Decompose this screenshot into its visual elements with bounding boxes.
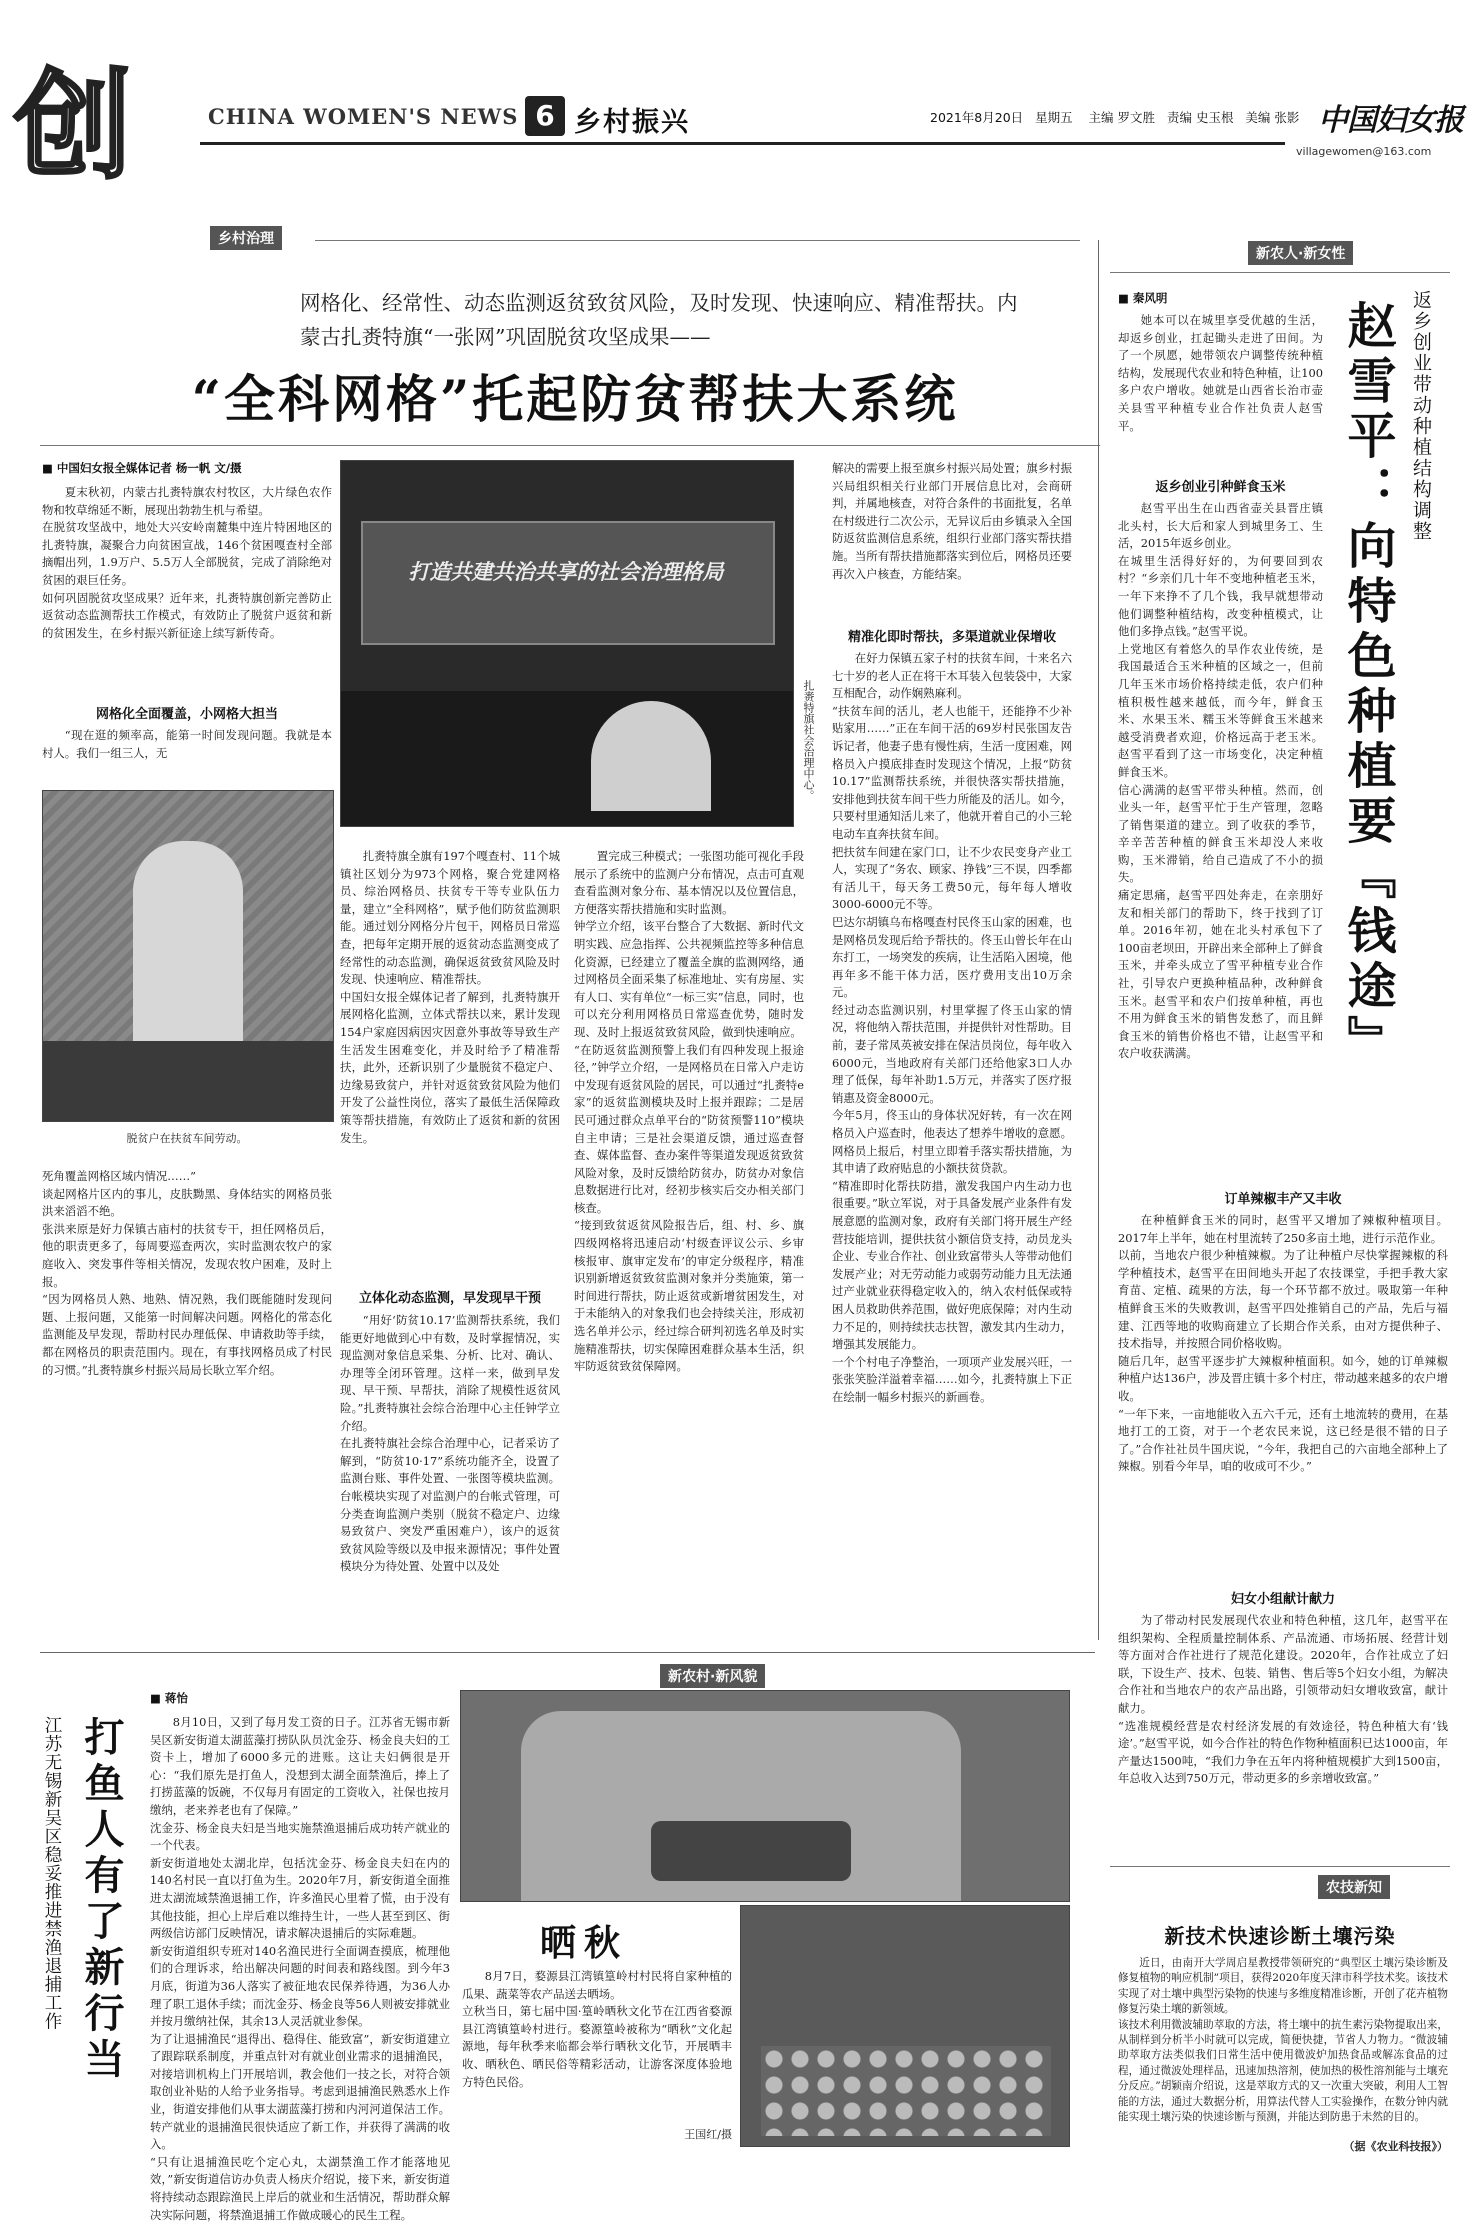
- photo-feature-title: 晒秋: [540, 1922, 629, 1964]
- main-col1-text: 夏末秋初，内蒙古扎赉特旗农村牧区，大片绿色农作物和牧草绵延不断，展现出勃勃生机与希望。 在脱贫攻坚战中，地处大兴安岭南麓集中连片特困地区的扎赉特旗，凝聚合力向贫困宣战，146个贫困嘎查村全部摘帽出列，1.9万户、5.5万人全部脱贫，完成了消除绝对贫困的艰巨任务。 如何巩固脱贫攻坚成果？近年来，扎赉特旗创新完善防止返贫动态监测帮扶工作模式，有效防止了脱贫户返贫和新的贫困发生，在乡村振兴新征途上续写新传奇。: [42, 485, 332, 640]
- photo-governance-center: [340, 460, 794, 827]
- main-deck: 网格化、经常性、动态监测返贫致贫风险，及时发现、快速响应、精准帮扶。内蒙古扎赉特旗“一张网”巩固脱贫攻坚成果——: [300, 291, 1018, 349]
- main-headline-rule: [40, 445, 1100, 446]
- bottom-left-kicker: 江苏无锡新吴区稳妥推进禁渔退捕工作: [42, 1716, 62, 2031]
- photo-harvest-baskets: [651, 1821, 851, 1881]
- bottom-left-byline: ■ 蒋怡: [150, 1691, 188, 1705]
- art-name: 张影: [1274, 110, 1300, 125]
- right-subhead-2: 订单辣椒丰产又丰收: [1224, 1192, 1342, 1207]
- right-subhead-1: 返乡创业引种鲜食玉米: [1155, 480, 1286, 495]
- photo-drying-trays: [761, 2046, 1051, 2136]
- main-col2-text-2: “用好‘防贫10.17’监测帮扶系统，我们能更好地做到心中有数，及时掌握情况，实现监测对象信息采集、分析、比对、确认、办理等全闭环管理。这样一来，做到早发现、早干预、早帮扶，消除了规模性返贫风险。”扎赉特旗社会综合治理中心主任钟学立介绍。 在扎赉特旗社会综合治理中心，记者采访了解到，“防贫10·17”系统功能齐全，设置了监测台账、事件处置、一张图等模块监测。台帐模块实现了对监测户的台帐式管理，可分类查询监测户类别（脱贫不稳定户、边缘易致贫户、突发严重困难户），该户的返贫致贫风险等级以及申报来源情况；事件处置模块分为待处置、处置中以及处: [340, 1313, 560, 1574]
- issue-date: 2021年8月20日: [930, 110, 1024, 125]
- masthead-info: [930, 108, 1299, 126]
- masthead-english: CHINA WOMEN'S NEWS: [208, 104, 519, 129]
- duty-label: 责编: [1166, 110, 1192, 125]
- masthead-rule: [200, 142, 1285, 145]
- main-col3-text: 置完成三种模式；一张图功能可视化手段展示了系统中的监测户分布情况，点击可直观查看监测对象分布、基本情况以及位置信息，方便落实帮扶措施和实时监测。 钟学立介绍，该平台整合了大数据、新时代文明实践、应急指挥、公共视频监控等多种信息化资源，已经建立了覆盖全旗的监测网络，通过网格员全面采集了标准地址、实有房屋、实有人口、实有单位“一标三实”信息，同时，也可以充分利用网格员日常巡查优势，随时发现、及时上报返贫致贫风险，做到快速响应。 “在防返贫监测预警上我们有四种发现上报途径，”钟学立介绍，一是网格员在日常入户走访中发现有返贫风险的居民，可以通过“扎赉特e家”的返贫监测模块及时上报并跟踪；二是居民可通过群众点单平台的“防贫预警110”模块自主申请；三是社会渠道反馈，通过巡查督查、媒体监督、查办案件等渠道发现返贫致贫风险对象，及时反馈给防贫办，防贫办对象信息数据进行比对，经初步核实后交办相关部门核查。 “接到致贫返贫风险报告后，组、村、乡、旗四级网格将迅速启动‘村级查评议公示、乡审核报审、旗审定发布’的审定分级程序，精准识别新增返贫致贫监测对象并分类施策，第一时间进行帮扶，防止返贫或新增贫困发生，对于未能纳入的对象我们也会持续关注，形成初选名单并公示，经过综合研判初选名单及时实施精准帮扶，切实保障困难群众基本生活，织牢防返贫致贫保障网。: [574, 849, 804, 1374]
- bottom-right-headline: 新技术快速诊断土壤污染: [1164, 1924, 1396, 1948]
- page-number-badge: [525, 96, 565, 136]
- right-kicker: 返乡创业带动种植结构调整: [1410, 290, 1432, 542]
- bottom-left-column-tag: 新农村·新风貌: [660, 1664, 765, 1688]
- right-text-4: 为了带动村民发展现代农业和特色种植，这几年，赵雪平在组织架构、全程质量控制体系、产品流通、市场拓展、经营计划等方面对合作社进行了规范化建设。2020年，合作社成立了妇联，下设生产、技术、包装、销售、售后等5个妇女小组，为解决合作社和当地农户的农产品出路，引领带动妇女增收致富，献计献力。 “选准规模经营是农村经济发展的有效途径，特色种植大有‘钱途’。”赵雪平说，如今合作社的特色作物种植面积已达1000亩，年产量达1500吨，“我们力争在五年内将种植规模扩大到1500亩，年总收入达到750万元，带动更多的乡亲增收致富。”: [1118, 1613, 1448, 1786]
- bottom-right-column-tag: 农技新知: [1318, 1875, 1390, 1899]
- main-col2-text: 扎赉特旗全旗有197个嘎查村、11个城镇社区划分为973个网格，聚合党建网格员、综治网格员、扶贫专干等专业队伍力量，建立“全科网格”，赋予他们防贫监测职能。通过划分网格分片包干，网格员日常巡查，把每年定期开展的返贫动态监测变成了经常性的动态监测，确保返贫致贫风险及时发现、快速响应、精准帮扶。 中国妇女报全媒体记者了解到，扎赉特旗开展网格化监测，立体式帮扶以来，累计发现154户家庭因病因灾因意外事故等导致生产生活发生困难变化，并及时给予了精准帮扶，此外，还新识别了少量脱贫不稳定户、边缘易致贫户，并针对返贫致贫风险为他们开发了公益性岗位，落实了最低生活保障政策等帮扶措施，有效防止了返贫和新的贫困发生。: [340, 849, 560, 1145]
- bottom-right-text: 近日，由南开大学周启星教授带领研究的“典型区土壤污染诊断及修复植物的响应机制”项目，获得2020年度天津市科学技术奖。该技术实现了对土壤中典型污染物的快速与多维度精准诊断，开创了花卉植物修复污染土壤的新领域。 该技术利用微波辅助萃取的方法，将土壤中的抗生素污染物提取出来，从制样到分析半小时就可以完成，简便快捷，节省人力物力。“微波辅助萃取方法类似我们日常生活中使用微波炉加热食品或解冻食品的过程，通过微波处理样品，迅速加热溶剂，使加热的极性溶剂能与土壤充分反应。”胡颖南介绍说，这是萃取方式的又一次重大突破，利用人工智能的方法，通过大数据分析，用算法代替人工实验操作，在数分钟内就能实现土壤污染的快速诊断与预测，并能达到防患于未然的目的。: [1118, 1957, 1448, 2124]
- section-name: 乡村振兴: [574, 107, 690, 138]
- right-text-1: 她本可以在城里享受优越的生活，却返乡创业，扛起锄头走进了田间。为了一个夙愿，她带领农户调整传统种植结构，发展现代农业和特色种植，让100多户农户增收。她就是山西省长治市壶关县雪平种植专业合作社负责人赵雪平。: [1118, 313, 1323, 433]
- right-byline: ■ 秦风明: [1118, 291, 1168, 305]
- photo-governance-desk: [341, 691, 793, 826]
- photo-drying-crops: [740, 1905, 1070, 2147]
- main-tag-rule: [315, 240, 1080, 241]
- main-headline: “全科网格”托起防贫帮扶大系统: [191, 370, 959, 430]
- masthead-big-char: 创: [14, 56, 133, 195]
- right-story-border: [1098, 240, 1099, 1640]
- paper-logo: 中国妇女报: [1318, 103, 1463, 138]
- right-column-tag: 新农人·新女性: [1248, 241, 1353, 265]
- main-subhead-1: 网格化全面覆盖，小网格大担当: [95, 707, 278, 722]
- art-label: 美编: [1245, 110, 1271, 125]
- duty-name: 史玉根: [1195, 110, 1234, 125]
- right-headline: 赵雪平：向特色种植要『钱途』: [1340, 300, 1398, 1070]
- photo-feature-credit: 王国红/摄: [684, 2128, 732, 2141]
- masthead: [0, 0, 1472, 195]
- photo-workshop: [42, 790, 334, 1122]
- right-tag-rule: [1110, 272, 1450, 273]
- bottom-left-headline: 打鱼人有了新行当: [78, 1716, 125, 2084]
- photo-workshop-caption: 脱贫户在扶贫车间劳动。: [126, 1132, 248, 1145]
- masthead-email: villagewomen@163.com: [1296, 145, 1432, 158]
- issue-weekday: 星期五: [1035, 110, 1073, 125]
- main-col1-text-3: 死角覆盖网格区域内情况……” 谈起网格片区内的事儿，皮肤黝黑、身体结实的网格员张洪来滔滔不绝。 张洪来原是好力保镇古庙村的扶贫专干，担任网格员后，他的职责更多了，每周要巡查两次，实时监测农牧户的家庭收入、突发事件等相关情况，发现农牧户困难，及时上报。 “因为网格员人熟、地熟、情况熟，我们既能随时发现问题、上报问题，又能第一时间解决问题。网格化的常态化监测能及早发现，帮助村民办理低保、申请救助等手续，都在网格员的职责范围内。现在，有事找网格员成了村民的习惯。”扎赉特旗乡村振兴局局长耿立军介绍。: [42, 1169, 332, 1377]
- editor-label: 主编: [1088, 110, 1114, 125]
- photo-feature-text: 8月7日，婺源县江湾镇篁岭村村民将自家种植的瓜果、蔬菜等农产品送去晒场。 立秋当日，第七届中国·篁岭晒秋文化节在江西省婺源县江湾镇篁岭村进行。婺源篁岭被称为“晒秋”文化起源地，每年秋季来临都会举行晒秋文化节，开展晒丰收、晒秋色、晒民俗等精彩活动，让游客深度体验地方特色民俗。: [462, 1969, 732, 2089]
- main-subhead-2: 立体化动态监测，早发现早干预: [358, 1291, 541, 1306]
- bottom-right-source: （据《农业科技报》）: [1343, 2140, 1448, 2153]
- photo-governance-operator: [591, 701, 711, 811]
- page-number: 6: [535, 99, 555, 132]
- main-byline: ■ 中国妇女报全媒体记者 杨一帆 文/摄: [42, 461, 242, 475]
- main-col4-text: 解决的需要上报至旗乡村振兴局处置；旗乡村振兴局组织相关行业部门开展信息比对，会商研判，并属地核查，对符合条件的书面批复，名单在村级进行二次公示，无异议后由乡镇录入全国防返贫监测信息系统，组织行业部门落实帮扶措施。当所有帮扶措施都落实到位后，网格员还要再次入户核查，方能结案。: [832, 461, 1072, 581]
- main-column-tag: 乡村治理: [210, 226, 282, 250]
- main-col4-text-2: 在好力保镇五家子村的扶贫车间，十来名六七十岁的老人正在将干木耳装入包装袋中，大家互相配合，动作娴熟麻利。 “扶贫车间的活儿，老人也能干，还能挣不少补贴家用……”正在车间干活的69岁村民张国友告诉记者，他妻子患有慢性病，生活一度困难，网格员入户摸底排查时发现这个情况，上报“防贫10.17”监测帮扶系统，并很快落实帮扶措施，安排他到扶贫车间干些力所能及的活儿。如今，只要村里通知活儿来了，他就开着自己的小三轮电动车直奔扶贫车间。 把扶贫车间建在家门口，让不少农民变身产业工人，实现了“务农、顾家、挣钱”三不误，四季都有活儿干，每天务工费50元，每年每人增收3000-6000元不等。 巴达尔胡镇乌布格嘎查村民佟玉山家的困难，也是网格员发现后给予帮扶的。佟玉山曾长年在山东打工，一场突发的疾病，让生活陷入困境，他再年多不能干体力活，医疗费用支出10万余元。 经过动态监测识别，村里掌握了佟玉山家的情况，将他纳入帮扶范围，并提供针对性帮助。目前，妻子常凤英被安排在保洁员岗位，每年收入6000元，当地政府有关部门还给他家3口人办理了低保，每年补助1.5万元，并落实了医疗报销惠及资金8000元。 今年5月，佟玉山的身体状况好转，有一次在网格员入户巡查时，他表达了想养牛增收的意愿。网格员上报后，村里立即着手落实帮扶措施，为其申请了政府贴息的小额扶贫贷款。 “精准即时化帮扶防措，激发我国户内生动力也很重要。”耿立军说，对于具备发展产业条件有发展意愿的监测对象，政府有关部门将开展生产经营技能培训，提供扶贫小额信贷支持，动员龙头企业、专业合作社、创业致富带头人等带动他们发展产业；对无劳动能力或弱劳动能力且无法通过产业就业获得稳定收入的，纳入农村低保或特困人员救助供养范围，做好兜底保障；对内生动力不足的，则持续扶志扶智，激发其内生动力，增强其发展能力。 一个个村电子净整治，一项项产业发展兴旺，一张张笑脸洋溢着幸福……如今，扎赉特旗上下正在绘制一幅乡村振兴的新画卷。: [832, 651, 1072, 1404]
- main-col1-text-2: “现在逛的频率高，能第一时间发现问题。我就是本村人。我们一组三人，无: [42, 728, 332, 760]
- photo-harvest-festival: [460, 1690, 1070, 1902]
- photo-governance-caption: 扎赉特旗社会治理中心。: [802, 680, 815, 801]
- bottom-left-text: 8月10日，又到了每月发工资的日子。江苏省无锡市新吴区新安街道太湖蓝藻打捞队队员沈金芬、杨金良夫妇的工资卡上，增加了6000多元的进账。这让夫妇俩很是开心：“我们原先是打鱼人，没想到太湖全面禁渔后，捧上了打捞蓝藻的饭碗，不仅每月有固定的工资收入，社保也按月缴纳，老来养老也有了保障。” 沈金芬、杨金良夫妇是当地实施禁渔退捕后成功转产就业的一个代表。 新安街道地处太湖北岸，包括沈金芬、杨金良夫妇在内的140名村民一直以打鱼为生。2020年7月，新安街道全面推进太湖流域禁渔退捕工作，许多渔民心里着了慌，由于没有其他技能，担心上岸后难以维持生计，一些人甚至到区、街两级信访部门反映情况，请求解决退捕后的实际难题。 新安街道组织专班对140名渔民进行全面调查摸底，梳理他们的合理诉求，给出解决问题的时间表和路线图。到今年3月底，街道为36人落实了被征地农民保养待遇，为36人办理了职工退休手续；而沈金芬、杨金良等56人则被安排就业并按月缴纳社保，其余13人灵活就业参保。 为了让退捕渔民“退得出、稳得住、能致富”，新安街道建立了跟踪联系制度，并重点针对有就业创业需求的退捕渔民，对接培训机构上门开展培训，教会他们一技之长，对符合领取创业补贴的人给予业务指导。考虑到退捕渔民熟悉水上作业，街道安排他们从事太湖蓝藻打捞和内河河道保洁工作。转产就业的退捕渔民很快适应了新工作，并获得了满满的收入。 “只有让退捕渔民吃个定心丸，太湖禁渔工作才能落地见效，”新安街道信访办负责人杨庆介绍说，接下来，新安街道将持续动态跟踪渔民上岸后的就业和生活情况，帮助群众解决实际问题，将禁渔退捕工作做成暖心的民生工程。: [150, 1715, 450, 2222]
- bottom-right-rule: [1110, 1866, 1450, 1867]
- right-text-2: 赵雪平出生在山西省壶关县晋庄镇北头村，长大后和家人到城里务工、生活，2015年返乡创业。 在城里生活得好好的，为何要回到农村？“乡亲们几十年不变地种植老玉米，一年下来挣不了几个钱，我早就想带动他们调整种植结构，改变种植模式，让他们多挣点钱。”赵雪平说。 上党地区有着悠久的旱作农业传统，是我国最适合玉米种植的区域之一，但前几年玉米市场价格持续走低，农户们种植积极性越来越低，而今年，鲜食玉米、水果玉米、糯玉米等鲜食玉米越来越受消费者欢迎，价格远高于老玉米。赵雪平看到了这一市场变化，决定种植鲜食玉米。 信心满满的赵雪平带头种植。然而，创业头一年，赵雪平忙于生产管理，忽略了销售渠道的建立。到了收获的季节，辛辛苦苦种植的鲜食玉米却没人来收购，玉米滞销，给自己造成了不小的损失。 痛定思痛，赵雪平四处奔走，在亲朋好友和相关部门的帮助下，终于找到了订单。2016年初，她在北头村承包下了100亩老坝田，开辟出来全部种上了鲜食玉米，并牵头成立了雪平种植专业合作社，引导农户更换种植品种，改种鲜食玉米。赵雪平和农户们按单种植，再也不用为鲜食玉米的销售发愁了，而且鲜食玉米的销售价格也不错，让赵雪平和农户收获满满。: [1118, 501, 1323, 1061]
- right-subhead-3: 妇女小组献计献力: [1230, 1592, 1335, 1607]
- photo-governance-banner: 打造共建共治共享的社会治理格局: [408, 559, 724, 584]
- bottom-divider: [40, 1652, 1095, 1653]
- right-text-3: 在种植鲜食玉米的同时，赵雪平又增加了辣椒种植项目。2017年上半年，她在村里流转了250多亩土地，进行示范作业。 以前，当地农户很少种植辣椒。为了让种植户尽快掌握辣椒的科学种植技术，赵雪平在田间地头开起了农技课堂，手把手教大家育苗、定植、疏果的方法，每一个环节都不放过。吸取第一年种植鲜食玉米的失败教训，赵雪平四处推销自己的产品，先后与福建、江西等地的收购商建立了长期合作关系，由对方提供种子、技术指导，并按照合同价格收购。 随后几年，赵雪平逐步扩大辣椒种植面积。如今，她的订单辣椒种植户达136户，涉及晋庄镇十多个村庄，带动越来越多的农户增收。 “一年下来，一亩地能收入五六千元，还有土地流转的费用，在基地打工的工资，对于一个老农民来说，这已经是很不错的日子了。”合作社社员牛国庆说，“今年，我把自己的六亩地全部种上了辣椒。别看今年旱，咱的收成可不少。”: [1118, 1213, 1448, 1474]
- editor-name: 罗文胜: [1117, 110, 1156, 125]
- photo-workshop-shelf: [43, 1041, 333, 1121]
- main-subhead-3: 精准化即时帮扶，多渠道就业保增收: [847, 630, 1056, 645]
